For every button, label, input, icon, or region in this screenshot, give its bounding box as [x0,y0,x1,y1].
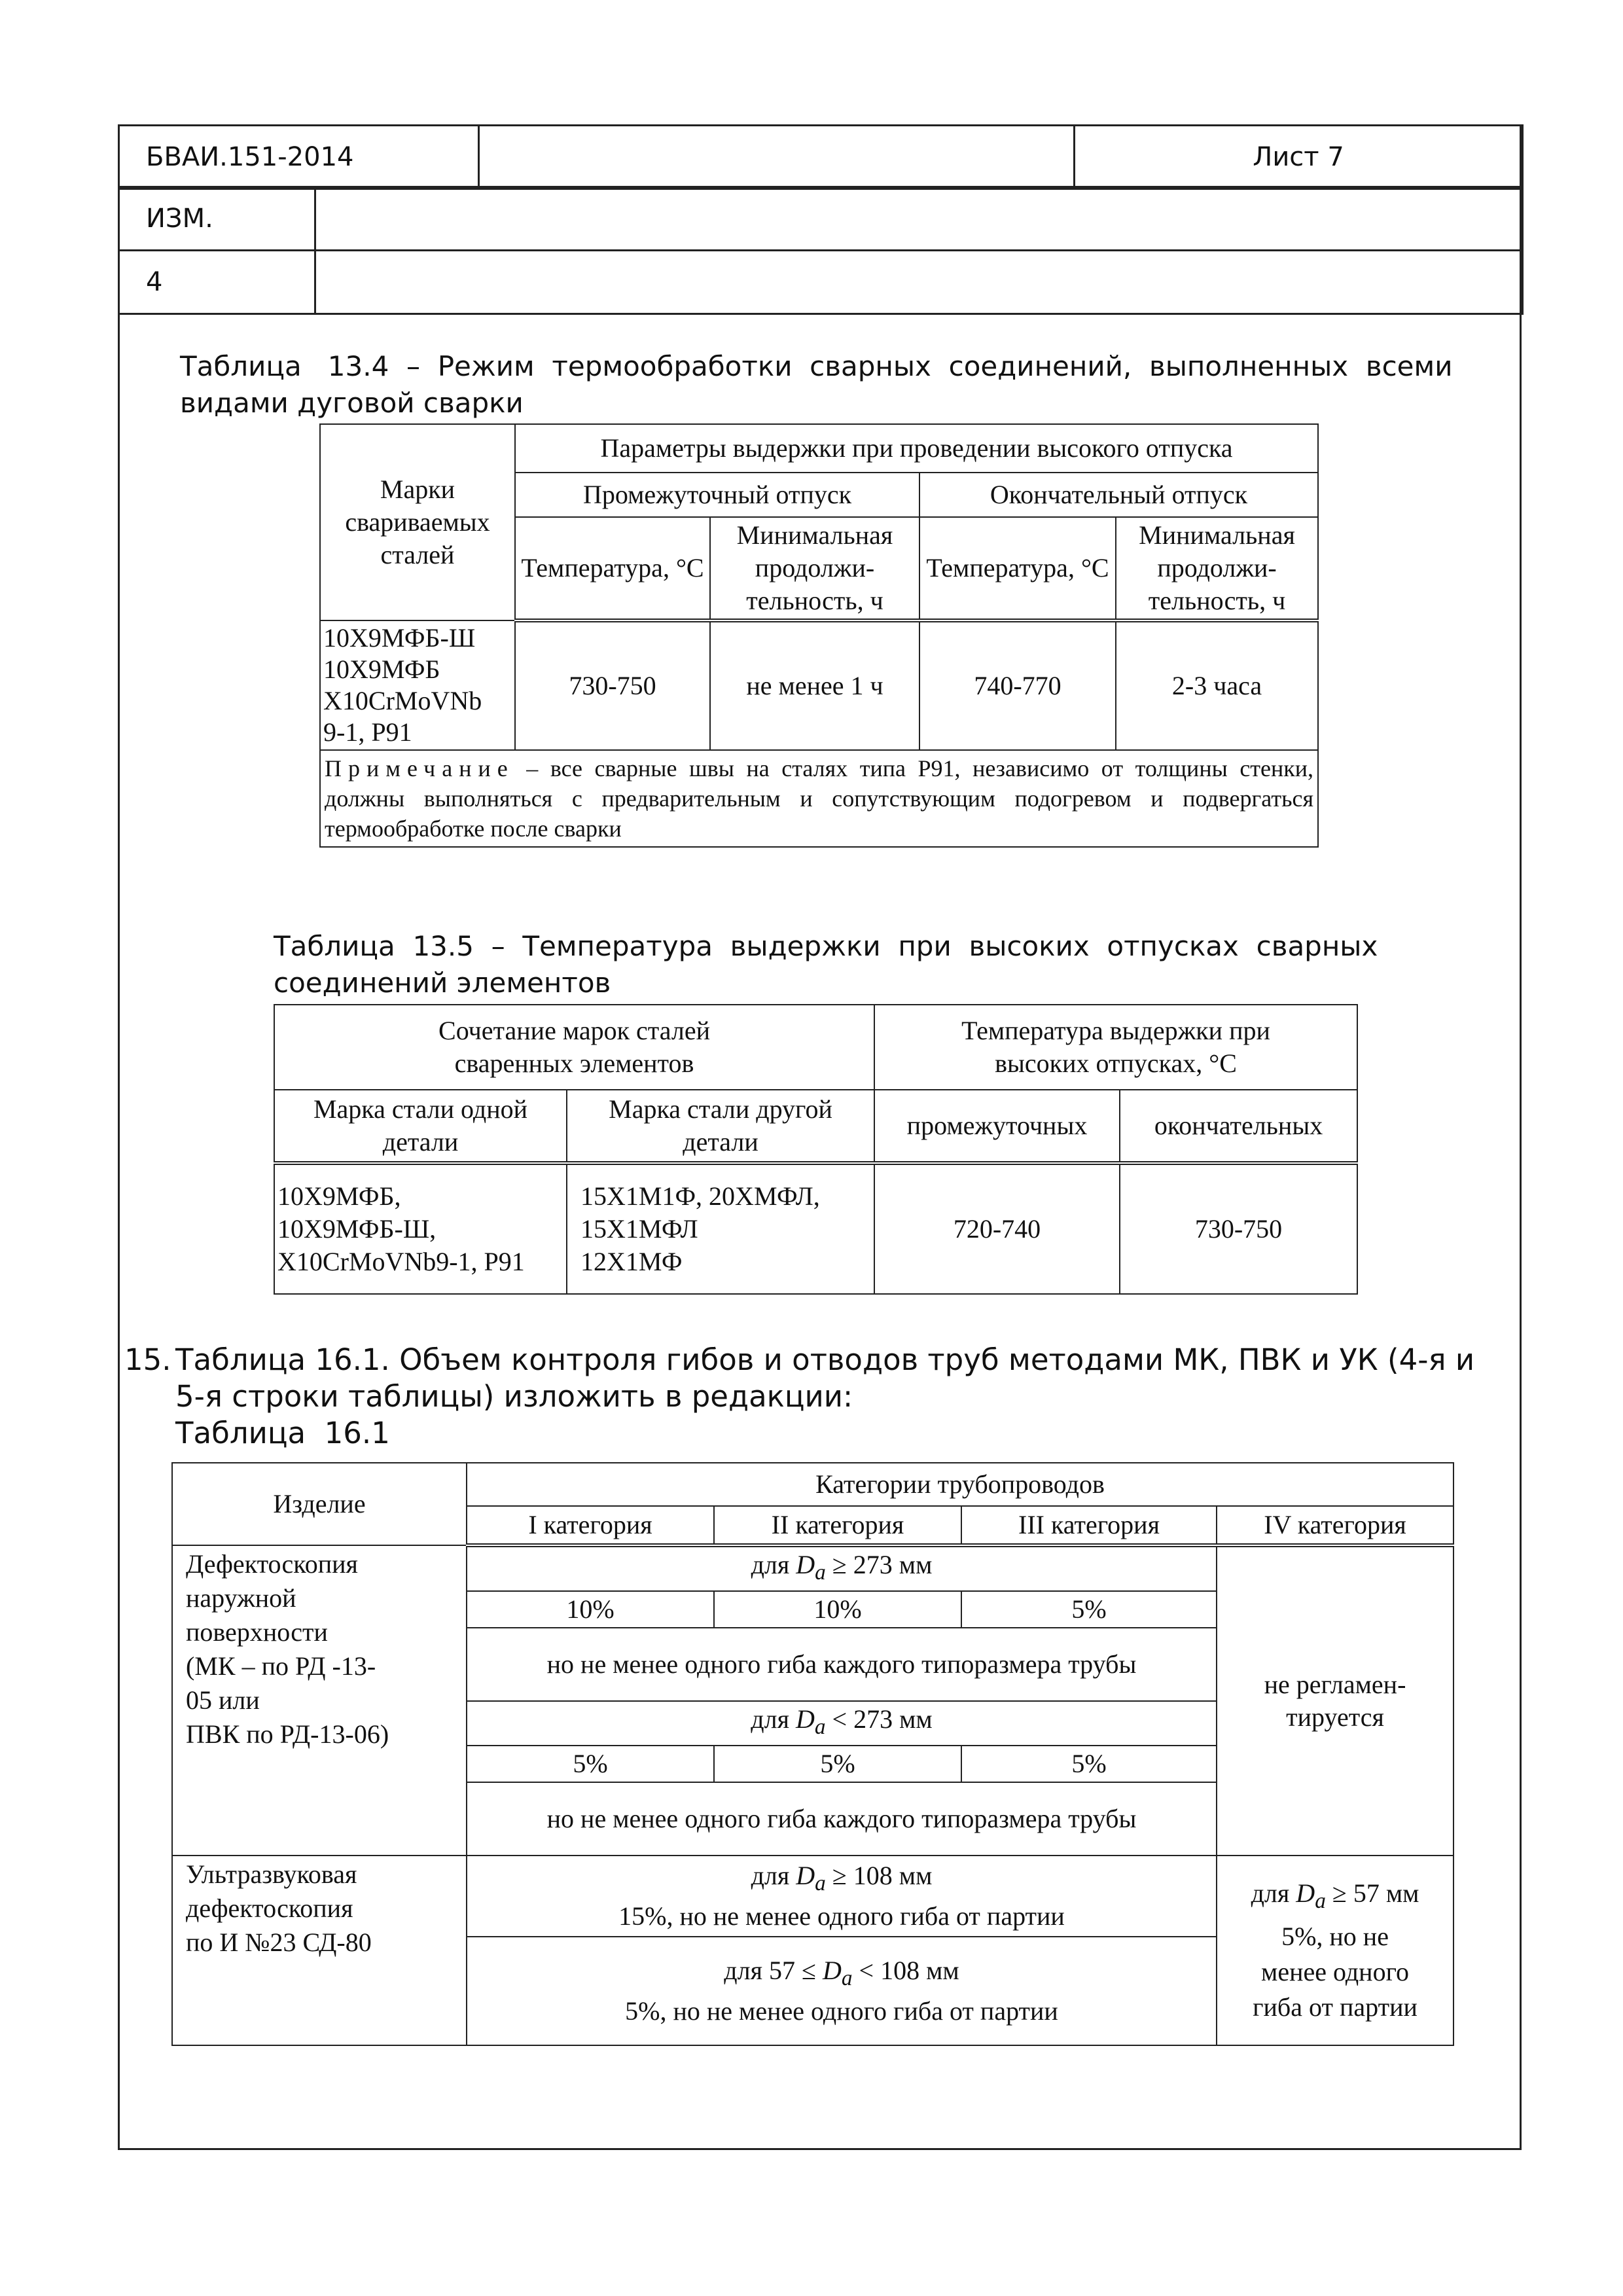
duration-intermediate: не менее 1 ч [710,620,919,750]
pct-cat2-a: 10% [714,1591,961,1628]
header-marks: Марки свариваемых сталей [320,424,515,620]
steel-grades: 10Х9МФБ-Ш 10Х9МФБ Х10CrMoVNb 9-1, Р91 [320,620,515,750]
header-intermediate: промежуточных [874,1090,1120,1163]
table-16-1 [171,1462,1454,2046]
ut-cat4: для $D_a \ge 57$ мм 5%, но не менее одного гиба от партии [1217,1856,1454,2045]
header-cat-2: II категория [714,1506,961,1545]
temp-intermediate: 730-750 [515,620,710,750]
min-one-bend-a: но не менее одного гиба каждого типоразмера трубы [467,1628,1217,1701]
blank-cell [315,187,1523,251]
header-temp-2: Температура, °С [919,517,1116,620]
sheet-number: Лист 7 [1075,126,1523,189]
table-13-4 [319,423,1319,848]
pct-cat3-a: 5% [961,1591,1217,1628]
header-categories: Категории трубопроводов [467,1463,1454,1506]
item-number: 15. [124,1342,171,1377]
header-other: Марка стали другой детали [567,1090,874,1163]
pct-cat2-b: 5% [714,1746,961,1782]
blank-cell [315,251,1523,314]
cond-da-lt-273: для $D_a < 273$ мм [467,1701,1217,1746]
header-cat-1: I категория [467,1506,714,1545]
pct-cat1-a: 10% [467,1591,714,1628]
change-label: ИЗМ. [119,187,315,251]
blank-cell [479,126,1075,189]
header-temp: Температура выдержки при высоких отпусках, °С [874,1005,1357,1090]
cond-da-ge-273: для $D_a \ge 273$ мм [467,1545,1217,1591]
pct-cat1-b: 5% [467,1746,714,1782]
header-final: окончательных [1120,1090,1357,1163]
header-temp-1: Температура, °С [515,517,710,620]
table-16-1-label: Таблица 16.1 [175,1416,390,1450]
header-cat-3: III категория [961,1506,1217,1545]
item-ultrasonic: Ультразвуковая дефектоскопия по И №23 СД-80 [172,1856,467,2045]
table-13-4-caption: Таблица 13.4 – Режим термообработки сварных соединений, выполненных всеми видами дуговой сварки [180,350,1453,419]
title-block [118,124,1524,190]
doc-code: БВАИ.151-2014 [119,126,479,189]
change-number: 4 [119,251,315,314]
header-intermediate: Промежуточный отпуск [515,473,919,517]
min-one-bend-b: но не менее одного гиба каждого типоразмера трубы [467,1782,1217,1856]
grades-one: 10Х9МФБ, 10Х9МФБ-Ш, Х10CrMoVNb9-1, Р91 [274,1163,567,1294]
header-final: Окончательный отпуск [919,473,1318,517]
temp-intermediate: 720-740 [874,1163,1120,1294]
header-cat-4: IV категория [1217,1506,1454,1545]
header-one: Марка стали одной детали [274,1090,567,1163]
table-13-5 [274,1004,1358,1295]
change-block [118,186,1524,315]
ut-da-ge-108: для $D_a \ge 108$ мм 15%, но не менее одного гиба от партии [467,1856,1217,1937]
pct-cat3-b: 5% [961,1746,1217,1782]
grades-other: 15Х1М1Ф, 20ХМФЛ, 15Х1МФЛ 12Х1МФ [567,1163,874,1294]
ut-da-57-108: для $57 \le D_a < 108$ мм 5%, но не менее одного гиба от партии [467,1937,1217,2045]
temp-final: 730-750 [1120,1163,1357,1294]
item-15: 15. Таблица 16.1. Объем контроля гибов и отводов труб методами МК, ПВК и УК (4-я и 5-я строки таблицы) изложить в редакции: Таблица 16.1 [124,1342,1512,1452]
header-combo: Сочетание марок сталей сваренных элементов [274,1005,874,1090]
header-params: Параметры выдержки при проведении высокого отпуска [515,424,1318,473]
cat4-not-regulated: не регламен-тируется [1217,1545,1454,1856]
duration-final: 2-3 часа [1116,620,1318,750]
header-duration-1: Минимальная продолжи-тельность, ч [710,517,919,620]
item-surface-inspection: Дефектоскопия наружной поверхности (МК – по РД -13- 05 или ПВК по РД-13-06) [172,1545,467,1856]
temp-final: 740-770 [919,620,1116,750]
table-13-5-caption: Таблица 13.5 – Температура выдержки при высоких отпусках сварных соединений элементов [274,930,1378,999]
table-note: Примечание – все сварные швы на сталях типа Р91, независимо от толщины стенки, должны выполняться с предварительным и сопутствующим подогревом и подвергаться термообработке после сварки [320,750,1318,847]
header-item: Изделие [172,1463,467,1545]
header-duration-2: Минимальная продолжи-тельность, ч [1116,517,1318,620]
